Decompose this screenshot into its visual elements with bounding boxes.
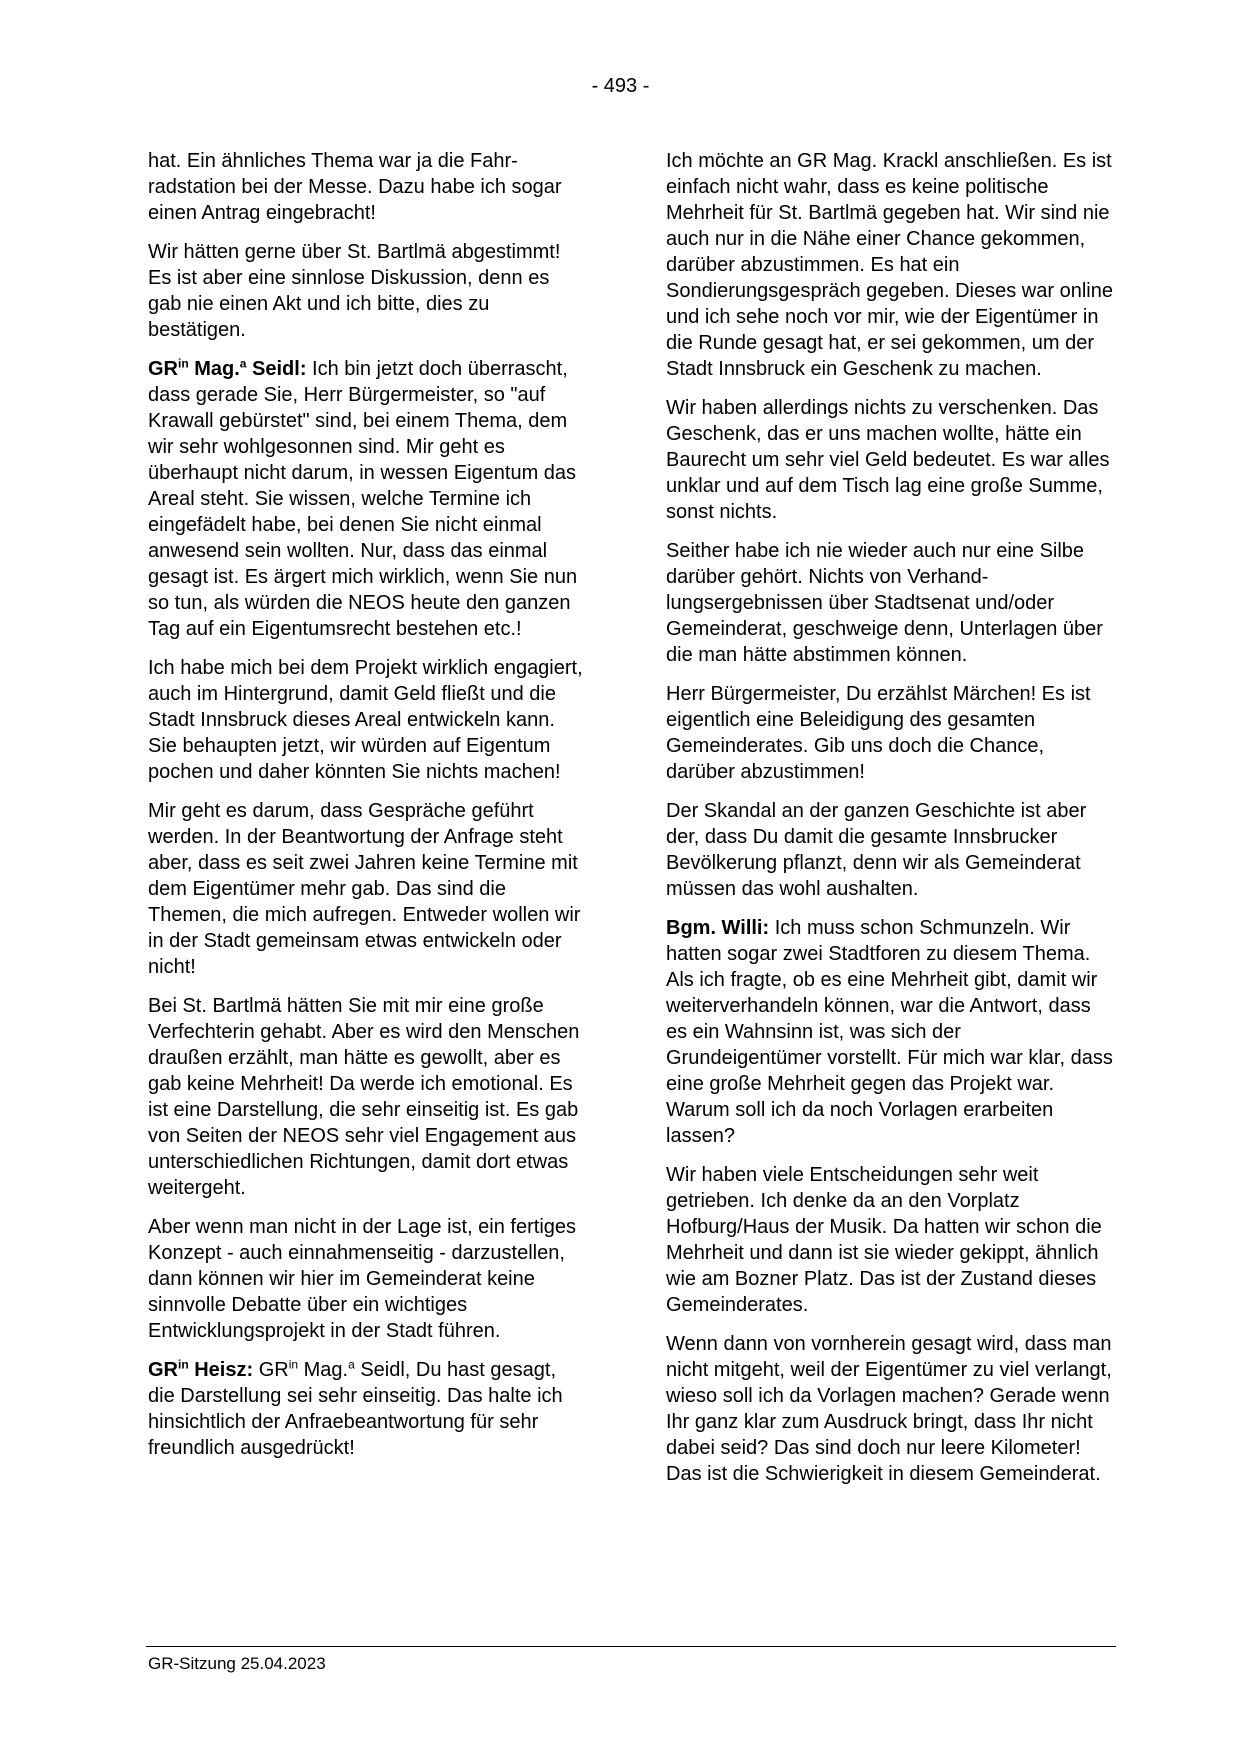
right-column <box>666 148 1116 1500</box>
paragraph: Seither habe ich nie wieder auch nur eine Silbe darüber gehört. Nichts von Verhandlungsergebnissen über Stadtsenat und/oder Gemeinderat, geschweige denn, Unterlagen über die man hätte abstimmen können. <box>666 540 1103 666</box>
paragraph: Wir haben viele Entscheidungen sehr weit getrieben. Ich denke da an den Vorplatz Hofburg/Haus der Musik. Da hatten wir schon die Mehrheit und dann ist sie wieder gekippt, ähnlich wie am Bozner Platz. Das ist der Zustand dieses Gemeinderates. <box>666 1164 1102 1316</box>
paragraph: Mir geht es darum, dass Gespräche geführt werden. In der Beantwortung der Anfrage steht aber, dass es seit zwei Jahren keine Termine mit dem Eigentümer mehr gab. Das sind die Themen, die mich aufregen. Entweder wollen wir in der Stadt gemeinsam etwas entwickeln oder nicht! <box>148 800 581 978</box>
speaker-label: $GR^{in}$ Heisz: <box>148 1357 254 1381</box>
paragraph <box>148 356 588 642</box>
speech-text: $GR^{in}$ Mag.$^a$ Seidl, Du hast gesagt, die Darstellung sei sehr einseitig. Das halte ich hinsichtlich der Anfraebeantwortung für sehr freundlich ausgedrückt! <box>148 1357 563 1459</box>
paragraph: hat. Ein ähnliches Thema war ja die Fahrradstation bei der Messe. Dazu habe ich sogar einen Antrag eingebracht! <box>148 150 562 224</box>
paragraph: Ich möchte an GR Mag. Krackl anschließen. Es ist einfach nicht wahr, dass es keine politische Mehrheit für St. Bartlmä gegeben hat. Wir sind nie auch nur in die Nähe einer Chance gekommen, darüber abzustimmen. Es hat ein Sondierungsgespräch gegeben. Dieses war online und ich sehe noch vor mir, wie der Eigentümer in die Runde gesagt hat, er sei gekommen, um der Stadt Innsbruck ein Geschenk zu machen. <box>666 150 1113 380</box>
paragraph: Ich habe mich bei dem Projekt wirklich engagiert, auch im Hintergrund, damit Geld fließt und die Stadt Innsbruck dieses Areal entwickeln kann. Sie behaupten jetzt, wir würden auf Eigentum pochen und daher könnten Sie nichts machen! <box>148 657 583 783</box>
paragraph: Wir haben allerdings nichts zu verschenken. Das Geschenk, das er uns machen wollte, hätte ein Baurecht um sehr viel Geld bedeutet. Es war alles unklar und auf dem Tisch lag eine große Summe, sonst nichts. <box>666 397 1110 523</box>
left-column <box>148 148 588 1474</box>
footer-session-date: GR-Sitzung 25.04.2023 <box>148 1654 326 1673</box>
paragraph: Aber wenn man nicht in der Lage ist, ein fertiges Konzept - auch einnahmenseitig - darzustellen, dann können wir hier im Gemeinderat keine sinnvolle Debatte über ein wichtiges Entwicklungsprojekt in der Stadt führen. <box>148 1216 577 1342</box>
page-number: - 493 - <box>591 75 650 97</box>
speech-text: Ich muss schon Schmunzeln. Wir hatten sogar zwei Stadtforen zu diesem Thema. Als ich fragte, ob es eine Mehrheit gibt, damit wir weiterverhandeln können, war die Antwort, dass es ein Wahnsinn ist, was sich der Grundeigentümer vorstellt. Für mich war klar, dass eine große Mehrheit gegen das Projekt war. Warum soll ich da noch Vorlagen erarbeiten lassen? <box>666 917 1113 1147</box>
paragraph: Wenn dann von vornherein gesagt wird, dass man nicht mitgeht, weil der Eigentümer zu viel verlangt, wieso soll ich da Vorlagen machen? Gerade wenn Ihr ganz klar zum Ausdruck bringt, dass Ihr nicht dabei seid? Das sind doch nur leere Kilometer! Das ist die Schwierigkeit in diesem Gemeinderat. <box>666 1333 1112 1485</box>
speaker-label: Bgm. Willi: <box>666 917 770 939</box>
paragraph: Wir hätten gerne über St. Bartlmä abgestimmt! Es ist aber eine sinnlose Diskussion, denn es gab nie einen Akt und ich bitte, dies zu bestätigen. <box>148 241 561 341</box>
paragraph: Herr Bürgermeister, Du erzählst Märchen! Es ist eigentlich eine Beleidigung des gesamten Gemeinderates. Gib uns doch die Chance, darüber abzustimmen! <box>666 683 1091 783</box>
paragraph: Bei St. Bartlmä hätten Sie mit mir eine große Verfechterin gehabt. Aber es wird den Menschen draußen erzählt, man hätte es gewollt, aber es gab keine Mehrheit! Da werde ich emotional. Es ist eine Darstellung, die sehr einseitig ist. Es gab von Seiten der NEOS sehr viel Engagement aus unterschiedlichen Richtungen, damit dort etwas weitergeht. <box>148 995 580 1199</box>
speech-text: Ich bin jetzt doch überrascht, dass gerade Sie, Herr Bürgermeister, so "auf Krawall gebürstet" sind, bei einem Thema, dem wir sehr wohlgesonnen sind. Mir geht es überhaupt nicht darum, in wessen Eigentum das Areal steht. Sie wissen, welche Termine ich eingefädelt habe, bei denen Sie nicht einmal anwesend sein wollten. Nur, dass das einmal gesagt ist. Es ärgert mich wirklich, wenn Sie nun so tun, als würden die NEOS heute den ganzen Tag auf ein Eigentumsrecht bestehen etc.! <box>148 358 578 640</box>
paragraph <box>666 915 1116 1149</box>
speaker-label: $GR^{in}$ Mag.$^a$ Seidl: <box>148 356 307 380</box>
footer-divider <box>146 1646 1116 1647</box>
paragraph: Der Skandal an der ganzen Geschichte ist aber der, dass Du damit die gesamte Innsbrucker Bevölkerung pflanzt, denn wir als Gemeinderat müssen das wohl aushalten. <box>666 800 1087 900</box>
paragraph <box>148 1357 588 1461</box>
